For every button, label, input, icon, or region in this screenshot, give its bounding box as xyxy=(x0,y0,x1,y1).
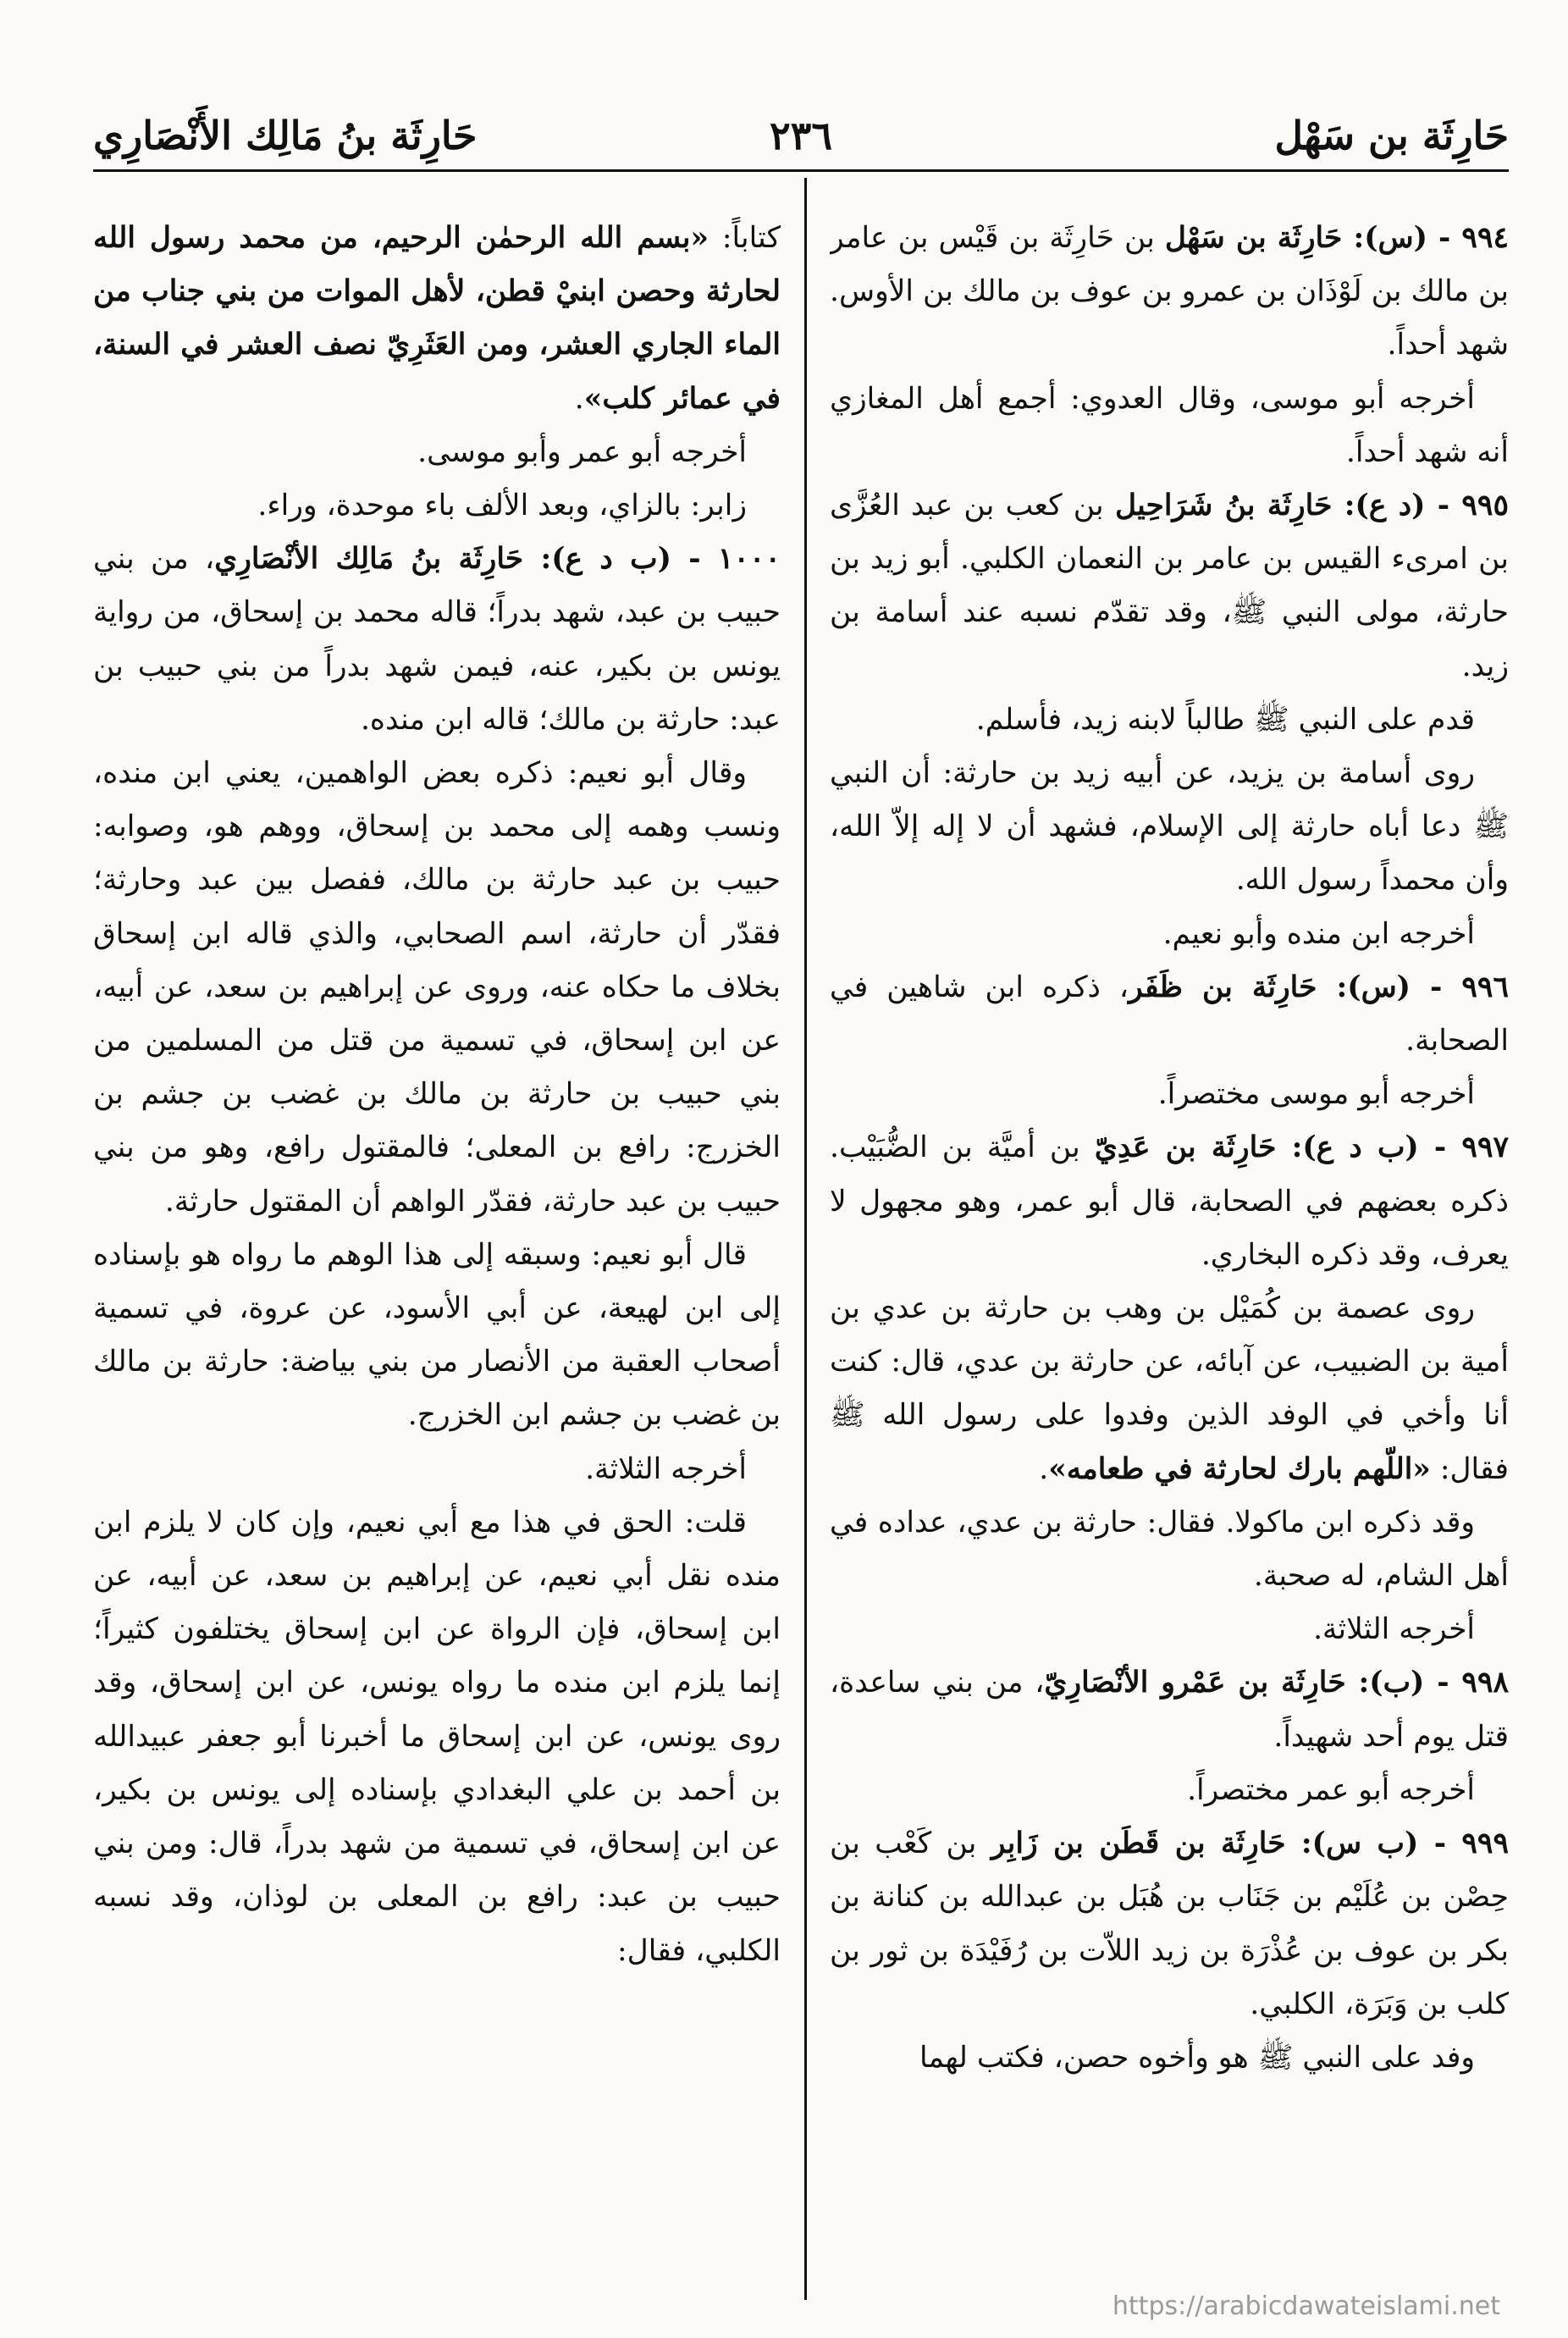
text-paragraph xyxy=(830,2031,1509,2085)
paragraph-text: ، ذكره ابن شاهين في الصحابة. xyxy=(830,970,1509,1058)
paragraph-text: وفد على النبي ﷺ هو وأخوه حصن، فكتب لهما xyxy=(919,2040,1475,2075)
paragraph-text: قال أبو نعيم: وسبقه إلى هذا الوهم ما رواه هو بإسناده إلى ابن لهيعة، عن أبي الأسود، عن عروة، في تسمية أصحاب العقبة من الأنصار من بني بياضة: حارثة بن مالك بن غضب بن جشم ابن الخزرج. xyxy=(93,1237,781,1433)
text-paragraph xyxy=(93,212,781,426)
watermark-url: https://arabicdawateislami.net xyxy=(1112,2291,1500,2321)
entry-paragraph xyxy=(830,479,1509,694)
text-paragraph xyxy=(830,908,1509,961)
entry-number: ٩٩٥ - (د ع): xyxy=(1332,489,1509,523)
entry-headword: حَارِثَة بنُ مَالِك الأنْصَارِي xyxy=(214,542,524,577)
quoted-text: «اللّهم بارك لحارثة في طعامه» xyxy=(1048,1451,1431,1486)
entry-number: ٩٩٨ - (ب): xyxy=(1345,1666,1509,1700)
paragraph-text: قدم على النبي ﷺ طالباً لابنه زيد، فأسلم. xyxy=(975,702,1475,737)
text-paragraph xyxy=(830,747,1509,908)
text-paragraph xyxy=(830,1603,1509,1656)
entry-number: ١٠٠٠ - (ب د ع): xyxy=(523,542,781,577)
entry-paragraph xyxy=(830,961,1509,1068)
entry-headword: حَارِثَة بن عَدِيّ xyxy=(1094,1130,1277,1165)
text-paragraph xyxy=(93,1229,781,1443)
header-right-title: حَارِثَة بن سَهْل xyxy=(1274,113,1509,158)
entry-number: ٩٩٤ - (س): xyxy=(1342,221,1509,255)
text-paragraph xyxy=(93,1496,781,1978)
entry-number: ٩٩٧ - (ب د ع): xyxy=(1276,1130,1509,1165)
entry-headword: حَارِثَة بن ظَفَر xyxy=(1128,970,1317,1004)
page-number: ٢٣٦ xyxy=(769,113,833,158)
paragraph-text: أخرجه الثلاثة. xyxy=(585,1451,747,1486)
paragraph-text: زابر: بالزاي، وبعد الألف باء موحدة، وراء. xyxy=(257,489,747,523)
left-column xyxy=(93,212,781,2270)
paragraph-text: وقد ذكره ابن ماكولا. فقال: حارثة بن عدي، عداده في أهل الشام، له صحبة. xyxy=(830,1505,1509,1594)
text-paragraph xyxy=(830,1764,1509,1817)
paragraph-text: ، من بني ساعدة، قتل يوم أحد شهيداً. xyxy=(830,1666,1509,1754)
paragraph-text: بن حَارِثَة بن قَيْس بن عامر بن مالك بن لَوْذَان بن عمرو بن عوف بن مالك بن الأوس. شهد أحداً. xyxy=(830,221,1509,362)
paragraph-text: روى أسامة بن يزيد، عن أبيه زيد بن حارثة: أن النبي ﷺ دعا أباه حارثة إلى الإسلام، فشهد أن لا إله إلاّ الله، وأن محمداً رسول الله. xyxy=(830,756,1509,898)
paragraph-text: أخرجه أبو موسى، وقال العدوي: أجمع أهل المغازي أنه شهد أحداً. xyxy=(830,381,1509,469)
paragraph-text: أخرجه أبو عمر وأبو موسى. xyxy=(417,434,747,469)
text-paragraph xyxy=(93,747,781,1229)
entry-paragraph xyxy=(830,212,1509,373)
paragraph-text: أخرجه ابن منده وأبو نعيم. xyxy=(1162,916,1475,951)
text-paragraph xyxy=(93,1443,781,1496)
paragraph-text-end: . xyxy=(1039,1451,1049,1486)
paragraph-text: بن كَعْب بن حِصْن بن عُلَيْم بن جَنَاب بن هُبَل بن عبدالله بن كنانة بن بكر بن عوف بن عُذْرَة بن زيد اللاّت بن رُفَيْدَة بن ثور بن كلب بن وَبَرَة، الكلبي. xyxy=(830,1827,1509,2021)
entry-paragraph xyxy=(830,1817,1509,2031)
paragraph-text: بن كعب بن عبد العُزَّى بن امرىء القيس بن عامر بن النعمان الكلبي. أبو زيد بن حارثة، مولى النبي ﷺ، وقد تقدّم نسبه عند أسامة بن زيد. xyxy=(830,489,1509,683)
paragraph-text: روى عصمة بن كُمَيْل بن وهب بن حارثة بن عدي بن أمية بن الضبيب، عن آبائه، عن حارثة بن عدي، قال: كنت أنا وأخي في الوفد الذين وفدوا على رسول الله ﷺ فقال: xyxy=(830,1291,1509,1486)
paragraph-text: أخرجه الثلاثة. xyxy=(1313,1612,1475,1647)
text-paragraph xyxy=(830,694,1509,747)
paragraph-text: بن أميَّة بن الضُّبَيْب. ذكره بعضهم في الصحابة، قال أبو عمر، وهو مجهول لا يعرف، وقد ذكره البخاري. xyxy=(830,1130,1509,1272)
paragraph-text: كتاباً: xyxy=(709,221,781,255)
column-divider xyxy=(804,178,807,2300)
text-paragraph xyxy=(830,1068,1509,1121)
paragraph-text: أخرجه أبو عمر مختصراً. xyxy=(1187,1772,1475,1807)
entry-number: ٩٩٩ - (ب س): xyxy=(1285,1827,1509,1861)
header-left-title: حَارِثَة بنُ مَالِك الأَنْصَارِي xyxy=(93,113,478,158)
paragraph-text: أخرجه أبو موسى مختصراً. xyxy=(1157,1077,1475,1112)
text-paragraph xyxy=(93,426,781,479)
paragraph-text: قلت: الحق في هذا مع أبي نعيم، وإن كان لا يلزم ابن منده نقل أبي نعيم، عن إبراهيم بن سعد، عن أبيه، عن ابن إسحاق، فإن الرواة عن ابن إسحاق يختلفون كثيراً؛ إنما يلزم ابن منده ما رواه يونس، عن ابن إسحاق، وقد روى يونس، عن ابن إسحاق ما أخبرنا أبو جعفر عبيدالله بن أحمد بن علي البغدادي بإسناده إلى يونس بن بكير، عن ابن إسحاق، في تسمية من شهد بدراً، قال: ومن بني حبيب بن عبد: رافع بن المعلى بن لوذان، وقد نسبه الكلبي، فقال: xyxy=(93,1505,781,1968)
entry-headword: حَارِثَة بن سَهْل xyxy=(1164,221,1343,255)
text-paragraph xyxy=(830,1282,1509,1496)
entry-number: ٩٩٦ - (س): xyxy=(1317,970,1509,1004)
entry-paragraph xyxy=(830,1121,1509,1282)
entry-headword: حَارِثَة بنُ شَرَاحِيل xyxy=(1114,489,1333,523)
paragraph-text: ، من بني حبيب بن عبد، شهد بدراً؛ قاله محمد بن إسحاق، من رواية يونس بن بكير، عنه، فيمن شهد بدراً من بني حبيب بن عبد: حارثة بن مالك؛ قاله ابن منده. xyxy=(93,542,781,737)
right-column xyxy=(830,212,1509,2270)
entry-paragraph xyxy=(830,1656,1509,1763)
entry-headword: حَارِثَة بن قَطَن بن زَابِر xyxy=(991,1827,1286,1861)
text-paragraph xyxy=(830,373,1509,479)
running-header xyxy=(93,102,1509,172)
text-paragraph xyxy=(830,1496,1509,1603)
quoted-text: «بسم الله الرحمٰن الرحيم، من محمد رسول الله لحارثة وحصن ابنيْ قطن، لأهل الموات من بني جناب من الماء الجاري العشر، ومن العَثَرِيّ نصف العشر في السنة، في عمائر كلب» xyxy=(93,221,781,416)
entry-paragraph xyxy=(93,533,781,747)
text-paragraph xyxy=(93,479,781,533)
paragraph-text-end: . xyxy=(574,381,584,416)
entry-headword: حَارِثَة بن عَمْرو الأنْصَارِيّ xyxy=(1044,1666,1346,1700)
paragraph-text: وقال أبو نعيم: ذكره بعض الواهمين، يعني ابن منده، ونسب وهمه إلى محمد بن إسحاق، ووهم هو، وصوابه: حبيب بن عبد حارثة بن مالك، ففصل بين عبد وحارثة؛ فقدّر أن حارثة، اسم الصحابي، والذي قاله ابن إسحاق بخلاف ما حكاه عنه، وروى عن إبراهيم بن سعد، عن أبيه، عن ابن إسحاق، في تسمية من قتل من المسلمين من بني حبيب بن حارثة بن مالك بن غضب بن جشم بن الخزرج: رافع بن المعلى؛ فالمقتول رافع، وهو من بني حبيب بن عبد حارثة، فقدّر الواهم أن المقتول حارثة. xyxy=(93,756,781,1219)
